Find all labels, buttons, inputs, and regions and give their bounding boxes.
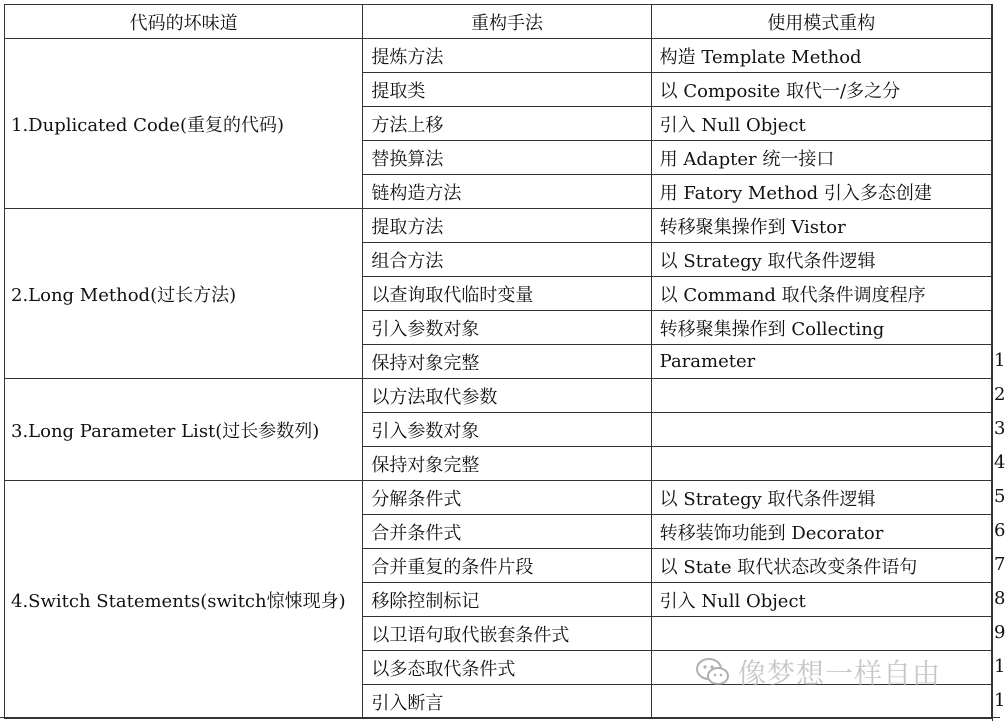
table-body	[5, 39, 992, 719]
pattern-cell: 以 Strategy 取代条件逻辑	[651, 243, 991, 277]
edge-number: 6	[994, 520, 1005, 541]
technique-cell: 引入断言	[363, 685, 651, 719]
technique-cell: 合并重复的条件片段	[363, 549, 651, 583]
pattern-cell	[651, 447, 991, 481]
technique-cell: 引入参数对象	[363, 413, 651, 447]
pattern-cell: 以 Composite 取代一/多之分	[651, 73, 991, 107]
pattern-cell	[651, 379, 991, 413]
pattern-cell	[651, 617, 991, 651]
technique-cell: 以查询取代临时变量	[363, 277, 651, 311]
bottom-border	[0, 717, 1000, 722]
technique-cell: 链构造方法	[363, 175, 651, 209]
pattern-cell: 以 State 取代状态改变条件语句	[651, 549, 991, 583]
technique-cell: 提炼方法	[363, 39, 651, 73]
pattern-cell: 以 Strategy 取代条件逻辑	[651, 481, 991, 515]
watermark	[696, 652, 941, 692]
pattern-cell: 以 Command 取代条件调度程序	[651, 277, 991, 311]
pattern-cell: 转移聚集操作到 Vistor	[651, 209, 991, 243]
wechat-icon	[696, 657, 730, 687]
pattern-cell: 转移装饰功能到 Decorator	[651, 515, 991, 549]
edge-number: 7	[994, 554, 1005, 575]
table-row	[5, 39, 992, 73]
pattern-cell: 转移聚集操作到 Collecting	[651, 311, 991, 345]
technique-cell: 提取类	[363, 73, 651, 107]
edge-number: 2	[994, 384, 1005, 405]
smell-cell: 3.Long Parameter List(过长参数列)	[5, 379, 363, 481]
refactoring-table-frame	[4, 4, 992, 719]
pattern-cell: 引入 Null Object	[651, 583, 991, 617]
technique-cell: 以方法取代参数	[363, 379, 651, 413]
technique-cell: 保持对象完整	[363, 345, 651, 379]
refactoring-table	[4, 4, 992, 719]
edge-number: 5	[994, 486, 1005, 507]
pattern-cell: 用 Fatory Method 引入多态创建	[651, 175, 991, 209]
technique-cell: 保持对象完整	[363, 447, 651, 481]
technique-cell: 以卫语句取代嵌套条件式	[363, 617, 651, 651]
smell-cell: 4.Switch Statements(switch惊悚现身)	[5, 481, 363, 719]
technique-cell: 方法上移	[363, 107, 651, 141]
table-row	[5, 481, 992, 515]
watermark-text: 像梦想一样自由	[738, 657, 942, 690]
edge-number: 8	[994, 588, 1005, 609]
technique-cell: 引入参数对象	[363, 311, 651, 345]
header-row	[5, 5, 992, 39]
smell-cell: 1.Duplicated Code(重复的代码)	[5, 39, 363, 209]
edge-number: 4	[994, 452, 1005, 473]
table-row	[5, 209, 992, 243]
pattern-cell: 构造 Template Method	[651, 39, 991, 73]
table-row	[5, 379, 992, 413]
technique-cell: 合并条件式	[363, 515, 651, 549]
edge-number: 1	[994, 690, 1005, 711]
technique-cell: 分解条件式	[363, 481, 651, 515]
technique-cell: 组合方法	[363, 243, 651, 277]
edge-number: 3	[994, 418, 1005, 439]
edge-number: 1	[994, 656, 1005, 677]
header-pattern: 使用模式重构	[651, 5, 991, 39]
technique-cell: 替换算法	[363, 141, 651, 175]
edge-number: 1	[994, 350, 1005, 371]
header-smell: 代码的坏味道	[5, 5, 363, 39]
pattern-cell: Parameter	[651, 345, 991, 379]
technique-cell: 提取方法	[363, 209, 651, 243]
pattern-cell	[651, 413, 991, 447]
edge-number: 9	[994, 622, 1005, 643]
technique-cell: 移除控制标记	[363, 583, 651, 617]
pattern-cell: 用 Adapter 统一接口	[651, 141, 991, 175]
technique-cell: 以多态取代条件式	[363, 651, 651, 685]
pattern-cell: 引入 Null Object	[651, 107, 991, 141]
smell-cell: 2.Long Method(过长方法)	[5, 209, 363, 379]
header-technique: 重构手法	[363, 5, 651, 39]
